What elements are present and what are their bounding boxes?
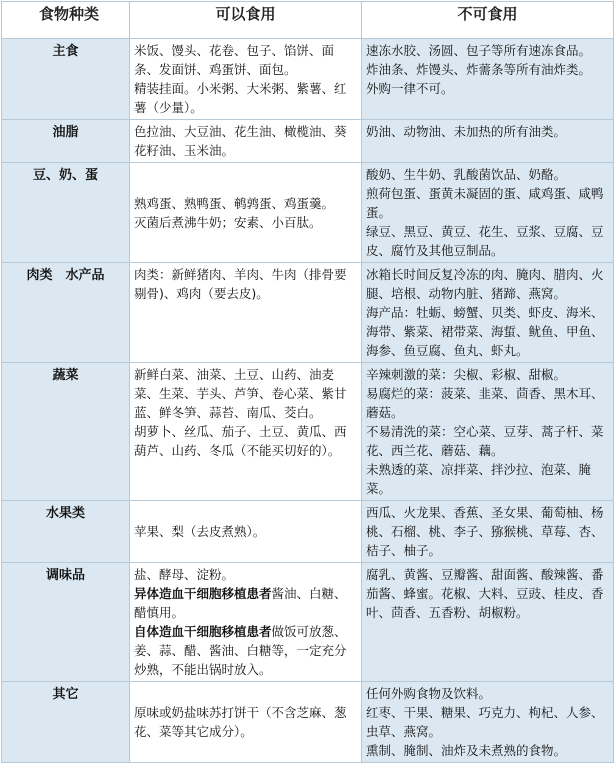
allowed-text [134, 584, 357, 622]
forbidden-cell [362, 363, 614, 501]
forbidden-text: 炸油条、炸馒头、炸薷条等所有油炸类。 [366, 62, 592, 77]
table-row [2, 39, 614, 120]
allowed-cell [130, 563, 362, 682]
category-cell: 调味品 [2, 563, 130, 682]
category-cell: 油脂 [2, 120, 130, 163]
allowed-text: 苹果、梨（去皮煮熟）。 [134, 524, 266, 539]
header-category: 食物种类 [2, 2, 130, 39]
allowed-note: 酱油、白糖、醋慎用。 [134, 586, 347, 620]
header-forbidden: 不可食用 [362, 2, 614, 39]
table-row [2, 563, 614, 682]
forbidden-text: 绿豆、黑豆、黄豆、花生、豆浆、豆腐、豆皮、腐竹及其他豆制品。 [366, 224, 604, 258]
forbidden-text: 西瓜、火龙果、香蕉、圣女果、葡萄柚、杨桃、石榴、桃、李子、猕猴桃、草莓、杏、桔子、柚子。 [366, 505, 604, 558]
forbidden-text: 外购一律不可。 [366, 81, 454, 96]
diet-guide-table [1, 1, 614, 763]
allowed-text: 灭菌后煮沸牛奶；安素、小百肽。 [134, 214, 322, 230]
forbidden-text: 未熟透的菜、凉拌菜、拌沙拉、泡菜、腌菜。 [366, 462, 592, 496]
forbidden-text: 任何外购食物及饮料。 [366, 686, 492, 701]
allowed-cell [130, 39, 362, 120]
table-row [2, 263, 614, 363]
forbidden-cell [362, 120, 614, 163]
forbidden-text: 酸奶、生牛奶、乳酸菌饮品、奶酪。 [366, 167, 567, 182]
allowed-cell [130, 363, 362, 501]
forbidden-cell [362, 163, 614, 263]
allowed-text: 原味或奶盐味苏打饼干（不含芝麻、葱花、菜等其它成分）。 [134, 705, 347, 739]
forbidden-text: 熏制、腌制、油炸及未煮熟的食物。 [366, 743, 567, 758]
allowed-cell [130, 263, 362, 363]
allowed-text: 色拉油、大豆油、花生油、橄榄油、葵花籽油、玉米油。 [134, 124, 347, 158]
autologous-patient-label: 自体造血干细胞移植患者 [134, 624, 272, 639]
forbidden-cell [362, 501, 614, 563]
table-row [2, 682, 614, 763]
forbidden-text: 冰箱长时间反复冷冻的肉、腌肉、腊肉、火腿、培根、动物内脏、猪蹄、燕窝。 [366, 267, 604, 301]
category-cell: 豆、奶、蛋 [2, 163, 130, 263]
forbidden-cell [362, 263, 614, 363]
allowed-text: 盐、酵母、淀粉。 [134, 567, 235, 582]
allowed-text: 肉类：新鲜猪肉、羊肉、牛肉（排骨要剔骨)、鸡肉（要去皮)。 [134, 267, 347, 301]
allowed-text: 米饭、馒头、花卷、包子、馅饼、面条、发面饼、鸡蛋饼、面包。 [134, 43, 335, 77]
header-allowed: 可以食用 [130, 2, 362, 39]
forbidden-text: 速冻水胶、汤圆、包子等所有速冻食品。 [366, 43, 592, 58]
table-row [2, 501, 614, 563]
header-row [2, 2, 614, 39]
table-row [2, 120, 614, 163]
allogeneic-patient-label: 异体造血干细胞移植患者 [134, 586, 272, 601]
allowed-text: 胡萝卜、丝瓜、茄子、土豆、黄瓜、西葫芦、山药、冬瓜（不能买切好的）。 [134, 424, 347, 458]
category-cell: 其它 [2, 682, 130, 763]
allowed-text: 熟鸡蛋、熟鸭蛋、鹌鹑蛋、鸡蛋羹。 [134, 195, 335, 211]
forbidden-cell [362, 39, 614, 120]
category-cell: 蔬菜 [2, 363, 130, 501]
allowed-cell [130, 120, 362, 163]
forbidden-cell [362, 682, 614, 763]
allowed-note: 做饭可放葱、姜、蒜、醋、酱油、白糖等，一定充分炒熟，不能出锅时放入。 [134, 624, 347, 677]
forbidden-cell [362, 563, 614, 682]
forbidden-text: 不易清洗的菜：空心菜、豆芽、蒿子杆、菜花、西兰花、蘑菇、藕。 [366, 424, 604, 458]
forbidden-text: 奶油、动物油、未加热的所有油类。 [366, 124, 567, 139]
forbidden-text: 红枣、干果、糖果、巧克力、枸杞、人参、虫草、燕窝。 [366, 705, 604, 739]
forbidden-text: 海产品：牡蛎、螃蟹、贝类、虾皮、海米、海带、紫菜、裙带菜、海蜇、鱿鱼、甲鱼、海参、鱼豆腐、鱼丸、虾丸。 [366, 305, 604, 358]
forbidden-text: 腐乳、黄酱、豆瓣酱、甜面酱、酸辣酱、番茄酱、蜂蜜。花椒、大料、豆豉、桂皮、香叶、茴香、五香粉、胡椒粉。 [366, 567, 604, 620]
forbidden-text: 易腐烂的菜：菠菜、韭菜、茴香、黑木耳、蘑菇。 [366, 386, 604, 420]
allowed-cell [130, 501, 362, 563]
allowed-text: 精装挂面。小米粥、大米粥、紫薯、红薯（少量）。 [134, 81, 347, 115]
allowed-cell [130, 163, 362, 263]
allowed-text: 新鲜白菜、油菜、土豆、山药、油麦菜、生菜、芋头、芦笋、卷心菜、紫甘蓝、鲜冬笋、蒜苔、南瓜、茭白。 [134, 367, 347, 420]
forbidden-text: 煎荷包蛋、蛋黄未凝固的蛋、咸鸡蛋、咸鸭蛋。 [366, 186, 604, 220]
table-row [2, 363, 614, 501]
allowed-cell [130, 682, 362, 763]
category-cell: 主食 [2, 39, 130, 120]
category-cell: 水果类 [2, 501, 130, 563]
allowed-text [134, 622, 357, 679]
forbidden-text: 辛辣刺激的菜：尖椒、彩椒、甜椒。 [366, 367, 567, 382]
category-cell: 肉类 水产品 [2, 263, 130, 363]
table-row [2, 163, 614, 263]
